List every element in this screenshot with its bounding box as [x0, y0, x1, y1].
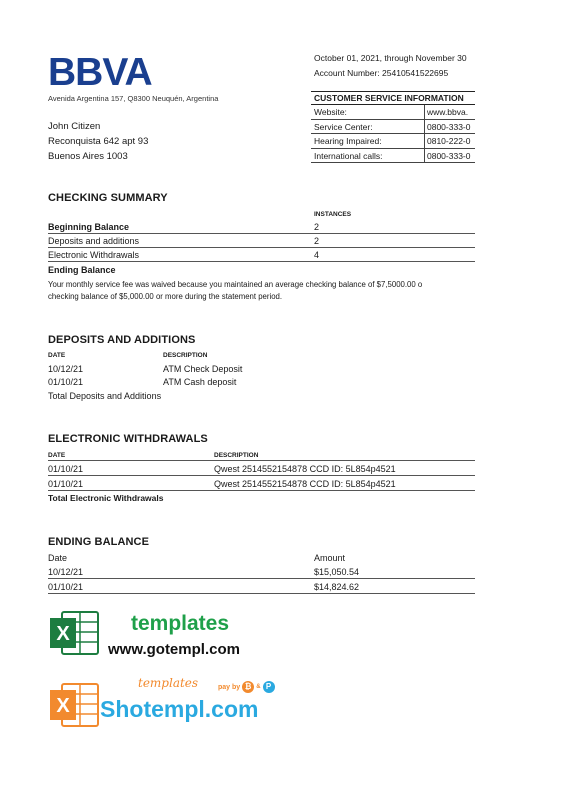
ampersand-text: &	[256, 684, 261, 690]
cs-value: www.bbva.	[424, 105, 468, 119]
withdrawal-row	[48, 477, 475, 491]
cs-value: 0810-222-0	[424, 134, 470, 148]
deposit-desc: ATM Cash deposit	[163, 377, 237, 387]
watermark-templates: templates	[131, 612, 230, 635]
deposits-title: DEPOSITS AND ADDITIONS	[48, 334, 196, 346]
ending-amount: $15,050.54	[314, 567, 360, 577]
cs-label: Service Center:	[314, 121, 373, 132]
bbva-logo-text: BBVA	[48, 52, 152, 92]
summary-label: Electronic Withdrawals	[48, 250, 140, 260]
summary-value: 4	[314, 250, 320, 260]
fee-note-line2: checking balance of $5,000.00 or more during the statement period.	[48, 292, 283, 301]
watermark-url-gotempl[interactable]: www.gotempl.com	[108, 641, 240, 658]
ending-date: 10/12/21	[48, 567, 84, 577]
fee-note	[48, 280, 476, 301]
cs-row	[311, 120, 475, 135]
summary-label: Deposits and additions	[48, 236, 140, 246]
paypal-icon: P	[263, 681, 275, 693]
checking-summary-title: CHECKING SUMMARY	[48, 192, 168, 204]
bitcoin-icon: ₿	[242, 681, 254, 693]
ending-amount-header: Amount	[314, 553, 346, 563]
customer-service-title: CUSTOMER SERVICE INFORMATION	[311, 91, 475, 105]
withdrawals-desc-header: DESCRIPTION	[214, 452, 259, 459]
pay-by-text: pay by	[218, 683, 241, 691]
ending-amount: $14,824.62	[314, 582, 360, 592]
statement-period: October 01, 2021, through November 30	[314, 53, 467, 63]
withdrawals-date-header: DATE	[48, 452, 66, 459]
summary-value: 2	[314, 222, 320, 232]
cs-value: 0800-333-0	[424, 149, 470, 163]
ending-balance-label: Ending Balance	[48, 265, 116, 275]
cs-label: Hearing Impaired:	[314, 136, 382, 146]
summary-row	[48, 220, 475, 234]
cs-value: 0800-333-0	[424, 120, 470, 134]
deposits-desc-header: DESCRIPTION	[163, 352, 208, 359]
excel-icon	[48, 610, 100, 656]
withdrawal-date: 01/10/21	[48, 464, 84, 474]
customer-name: John Citizen	[48, 121, 101, 132]
deposits-total: Total Deposits and Additions	[48, 391, 162, 401]
cs-row	[311, 105, 475, 120]
customer-service-box	[311, 91, 475, 165]
withdrawal-desc: Qwest 2514552154878 CCD ID: 5L854p4521	[214, 464, 396, 474]
withdrawals-total: Total Electronic Withdrawals	[48, 493, 164, 503]
divider	[48, 460, 475, 461]
summary-row	[48, 234, 475, 248]
ending-balance-title: ENDING BALANCE	[48, 536, 150, 548]
customer-city: Buenos Aires 1003	[48, 151, 128, 162]
cs-label: Website:	[314, 107, 347, 117]
summary-label: Beginning Balance	[48, 222, 130, 232]
withdrawal-row	[48, 462, 475, 476]
deposit-date: 01/10/21	[48, 377, 84, 387]
ending-row	[48, 580, 475, 594]
bbva-logo	[48, 52, 184, 92]
deposit-desc: ATM Check Deposit	[163, 364, 243, 374]
fee-note-line1: Your monthly service fee was waived because you maintained an average checking balance of $7,5000.00 o	[48, 280, 423, 289]
cs-row	[311, 149, 475, 164]
account-number: Account Number: 25410541522695	[314, 68, 449, 78]
deposits-date-header: DATE	[48, 352, 66, 359]
excel-icon-letter: X	[56, 623, 70, 645]
ending-row	[48, 565, 475, 579]
watermark-url-shotempl[interactable]: Shotempl.com	[100, 696, 259, 722]
bank-address: Avenida Argentina 157, Q8300 Neuquén, Argentina	[48, 94, 219, 103]
ending-date: 01/10/21	[48, 582, 84, 592]
shotempl-templates: templates	[138, 676, 199, 690]
summary-row	[48, 248, 475, 262]
deposit-date: 10/12/21	[48, 364, 84, 374]
shotempl-excel-icon	[48, 682, 100, 728]
withdrawals-title: ELECTRONIC WITHDRAWALS	[48, 433, 208, 445]
pay-by-group	[218, 681, 275, 693]
ending-date-header: Date	[48, 553, 68, 563]
shotempl-icon-letter: X	[56, 695, 70, 717]
withdrawal-date: 01/10/21	[48, 479, 84, 489]
summary-value: 2	[314, 236, 320, 246]
withdrawal-desc: Qwest 2514552154878 CCD ID: 5L854p4521	[214, 479, 396, 489]
instances-header: INSTANCES	[314, 211, 352, 218]
customer-street: Reconquista 642 apt 93	[48, 136, 149, 147]
cs-label: International calls:	[314, 150, 383, 161]
cs-row	[311, 134, 475, 149]
